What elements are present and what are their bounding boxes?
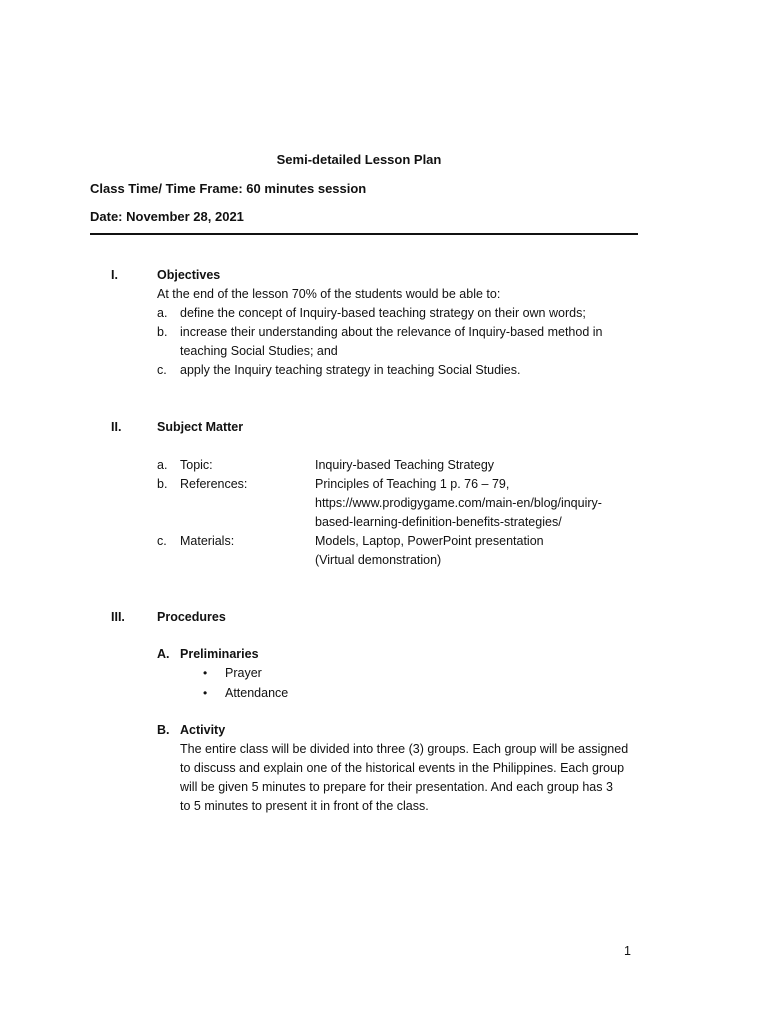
subject-letter: a. (157, 458, 168, 472)
class-time: Class Time/ Time Frame: 60 minutes session (90, 181, 367, 196)
procedure-title-preliminaries: Preliminaries (180, 647, 259, 661)
subject-value-materials: (Virtual demonstration) (315, 553, 442, 567)
activity-text: will be given 5 minutes to prepare for their presentation. And each group has 3 (180, 780, 613, 794)
objective-text: apply the Inquiry teaching strategy in teaching Social Studies. (180, 363, 521, 377)
objective-text: teaching Social Studies; and (180, 344, 338, 358)
preliminary-item: Attendance (225, 686, 289, 700)
objective-text: increase their understanding about the relevance of Inquiry-based method in (180, 325, 603, 339)
procedure-letter: B. (157, 723, 170, 737)
section-title-subject-matter: Subject Matter (157, 420, 244, 434)
section-numeral-subject-matter: II. (111, 420, 122, 434)
objectives-intro: At the end of the lesson 70% of the students would be able to: (157, 287, 501, 301)
document-title: Semi-detailed Lesson Plan (276, 152, 442, 167)
page-number: 1 (624, 944, 631, 958)
bullet-icon: • (203, 666, 208, 680)
section-title-procedures: Procedures (157, 610, 226, 624)
subject-value-references: based-learning-definition-benefits-strategies/ (315, 515, 562, 529)
lesson-date: Date: November 28, 2021 (90, 209, 244, 224)
section-numeral-procedures: III. (111, 610, 125, 624)
bullet-icon: • (203, 686, 208, 700)
subject-label-topic: Topic: (180, 458, 213, 472)
procedure-letter: A. (157, 647, 170, 661)
preliminary-item: Prayer (225, 666, 262, 680)
subject-letter: c. (157, 534, 167, 548)
subject-value-references: Principles of Teaching 1 p. 76 – 79, (315, 477, 510, 491)
subject-value-materials: Models, Laptop, PowerPoint presentation (315, 534, 544, 548)
objective-letter: b. (157, 325, 168, 339)
subject-label-materials: Materials: (180, 534, 235, 548)
activity-text: to discuss and explain one of the historical events in the Philippines. Each group (180, 761, 625, 775)
subject-label-references: References: (180, 477, 248, 491)
objective-letter: a. (157, 306, 168, 320)
activity-text: to 5 minutes to present it in front of the class. (180, 799, 429, 813)
activity-text: The entire class will be divided into three (3) groups. Each group will be assigned (180, 742, 629, 756)
procedure-title-activity: Activity (180, 723, 226, 737)
subject-letter: b. (157, 477, 168, 491)
subject-value-topic: Inquiry-based Teaching Strategy (315, 458, 495, 472)
section-title-objectives: Objectives (157, 268, 221, 282)
subject-value-references: https://www.prodigygame.com/main-en/blog/inquiry- (315, 496, 602, 510)
section-numeral-objectives: I. (111, 268, 118, 282)
header-divider (90, 233, 638, 235)
objective-text: define the concept of Inquiry-based teaching strategy on their own words; (180, 306, 586, 320)
objective-letter: c. (157, 363, 167, 377)
